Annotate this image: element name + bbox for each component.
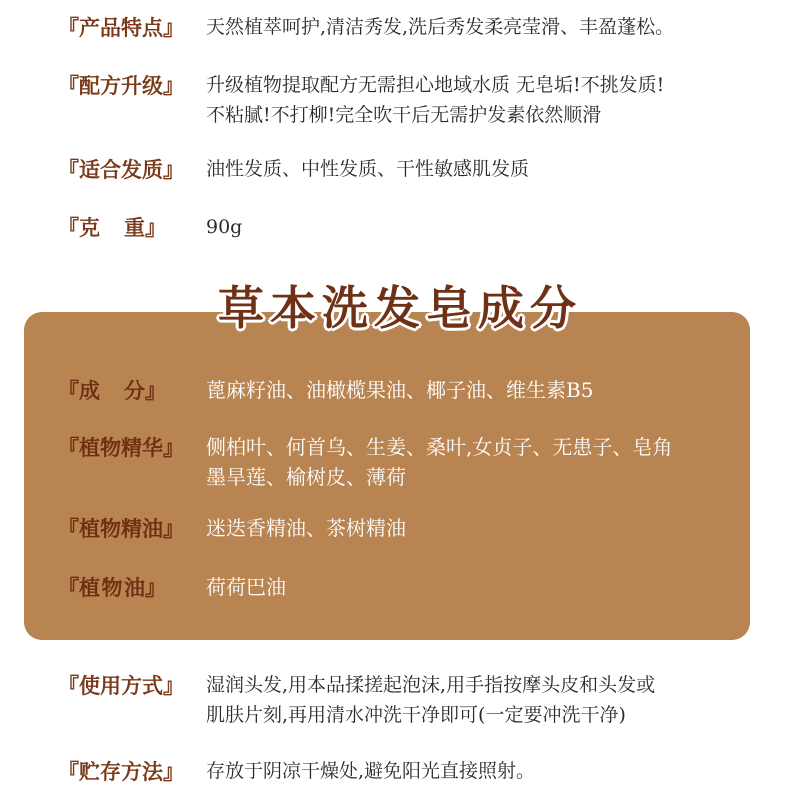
row-text: 荷荷巴油 [206, 575, 286, 599]
info-row-usage [58, 670, 655, 730]
section-title: 草本洗发皂成分 [218, 281, 582, 335]
row-text: 升级植物提取配方无需担心地域水质 无皂垢!不挑发质! 不粘腻!不打柳!完全吹干后无需护发素依然顺滑 [206, 74, 665, 126]
row-text: 侧柏叶、何首乌、生姜、桑叶,女贞子、无患子、皂角 墨旱莲、榆树皮、薄荷 [206, 435, 673, 489]
row-label: 『使用方式』 [58, 673, 184, 698]
row-text: 迷迭香精油、茶树精油 [206, 516, 406, 540]
row-label: 『适合发质』 [58, 157, 184, 182]
row-label [58, 212, 206, 242]
row-label [58, 375, 206, 405]
info-row-features [58, 12, 674, 42]
label-part: 物 [101, 575, 123, 600]
ingredient-row-extracts [58, 432, 672, 492]
row-text: 天然植萃呵护,清洁秀发,洗后秀发柔亮莹滑、丰盈蓬松。 [206, 16, 675, 38]
row-text: 油性发质、中性发质、干性敏感肌发质 [206, 158, 530, 180]
ingredient-row-plant-oil [58, 572, 286, 602]
label-part: 分』 [124, 378, 166, 403]
row-label: 『植物精油』 [58, 516, 184, 541]
label-part: 『成 [58, 378, 100, 403]
row-label: 『贮存方法』 [58, 759, 184, 784]
label-part: 重』 [124, 215, 166, 240]
label-part: 『植 [58, 575, 100, 600]
row-text: 存放于阴凉干燥处,避免阳光直接照射。 [206, 760, 536, 782]
info-row-weight [58, 212, 242, 242]
row-label [58, 572, 206, 602]
info-row-hair-type [58, 154, 529, 184]
row-label: 『配方升级』 [58, 73, 184, 98]
info-row-storage [58, 756, 535, 786]
ingredient-row-main [58, 375, 593, 405]
row-label: 『产品特点』 [58, 15, 184, 40]
label-part: 油』 [124, 575, 166, 600]
ingredient-row-essential-oils [58, 513, 406, 543]
row-label: 『植物精华』 [58, 435, 184, 460]
row-text: 蓖麻籽油、油橄榄果油、椰子油、维生素B5 [206, 378, 594, 402]
row-text: 90g [206, 216, 243, 238]
info-row-formula [58, 70, 664, 130]
row-text: 湿润头发,用本品揉搓起泡沫,用手指按摩头皮和头发或 肌肤片刻,再用清水冲洗干净即可(一定要冲洗干净) [206, 674, 656, 726]
label-part: 『克 [58, 215, 100, 240]
